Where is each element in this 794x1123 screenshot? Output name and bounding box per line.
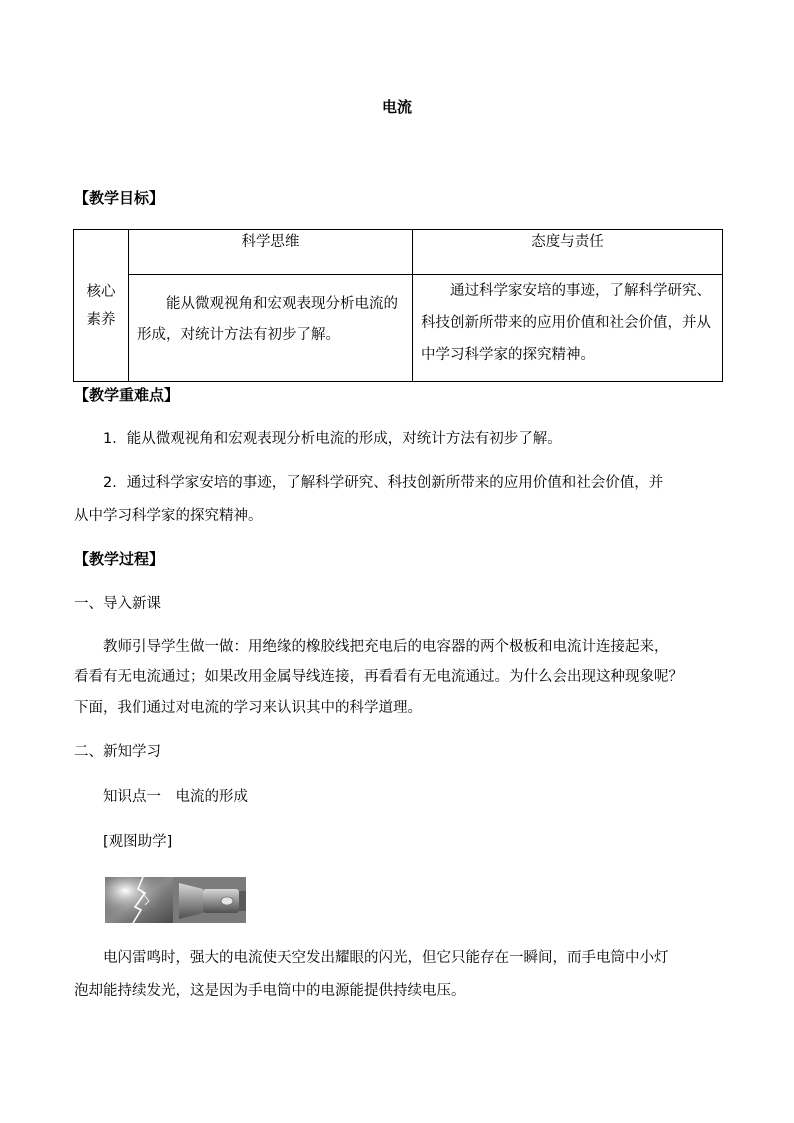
observe-label: [观图助学] bbox=[103, 834, 173, 850]
cell-attitude-text: 通过科学家安培的事迹，了解科学研究、科技创新所带来的应用价值和社会价值，并从中学习科学家的探究精神。 bbox=[421, 283, 711, 363]
lightning-flashlight-illustration bbox=[105, 877, 246, 923]
lightning-flashlight-photo bbox=[105, 877, 246, 923]
section-heading-goals: 【教学目标】 bbox=[74, 189, 165, 207]
caption-line-1: 电闪雷鸣时，强大的电流使天空发出耀眼的闪光，但它只能存在一瞬间，而手电筒中小灯 bbox=[103, 950, 669, 966]
part1-heading: 一、导入新课 bbox=[74, 596, 161, 612]
cell-attitude bbox=[413, 275, 723, 382]
intro-line-1: 教师引导学生做一做：用绝缘的橡胶线把充电后的电容器的两个极板和电流计连接起来， bbox=[103, 639, 669, 655]
keypoint-item-2-line-1: 2．通过科学家安培的事迹，了解科学研究、科技创新所带来的应用价值和社会价值，并 bbox=[103, 475, 664, 491]
knowledge-point-1: 知识点一 电流的形成 bbox=[103, 789, 248, 805]
section-heading-keypoints: 【教学重难点】 bbox=[74, 386, 180, 404]
column-header-thinking bbox=[129, 230, 413, 275]
caption-line-2: 泡却能持续发光，这是因为手电筒中的电源能提供持续电压。 bbox=[74, 983, 466, 999]
cell-thinking bbox=[129, 275, 413, 382]
intro-line-2: 看看有无电流通过；如果改用金属导线连接，再看看有无电流通过。为什么会出现这种现象呢？ bbox=[74, 669, 683, 685]
intro-line-3: 下面，我们通过对电流的学习来认识其中的科学道理。 bbox=[74, 700, 422, 716]
column-header-attitude-text: 态度与责任 bbox=[531, 234, 604, 250]
document-title: 电流 bbox=[381, 98, 412, 116]
column-header-attitude bbox=[413, 230, 723, 275]
section-heading-process: 【教学过程】 bbox=[74, 550, 165, 568]
cell-thinking-text: 能从微观视角和宏观表现分析电流的形成，对统计方法有初步了解。 bbox=[137, 296, 398, 343]
goals-table bbox=[73, 229, 723, 382]
keypoint-item-2-line-2: 从中学习科学家的探究精神。 bbox=[74, 508, 263, 524]
row-label-cell bbox=[74, 230, 129, 382]
column-header-thinking-text: 科学思维 bbox=[241, 234, 300, 250]
row-label-line-2: 素养 bbox=[86, 311, 116, 328]
part2-heading: 二、新知学习 bbox=[74, 744, 161, 760]
row-label-line-1: 核心 bbox=[86, 283, 116, 300]
keypoint-item-1: 1．能从微观视角和宏观表现分析电流的形成，对统计方法有初步了解。 bbox=[103, 431, 562, 447]
